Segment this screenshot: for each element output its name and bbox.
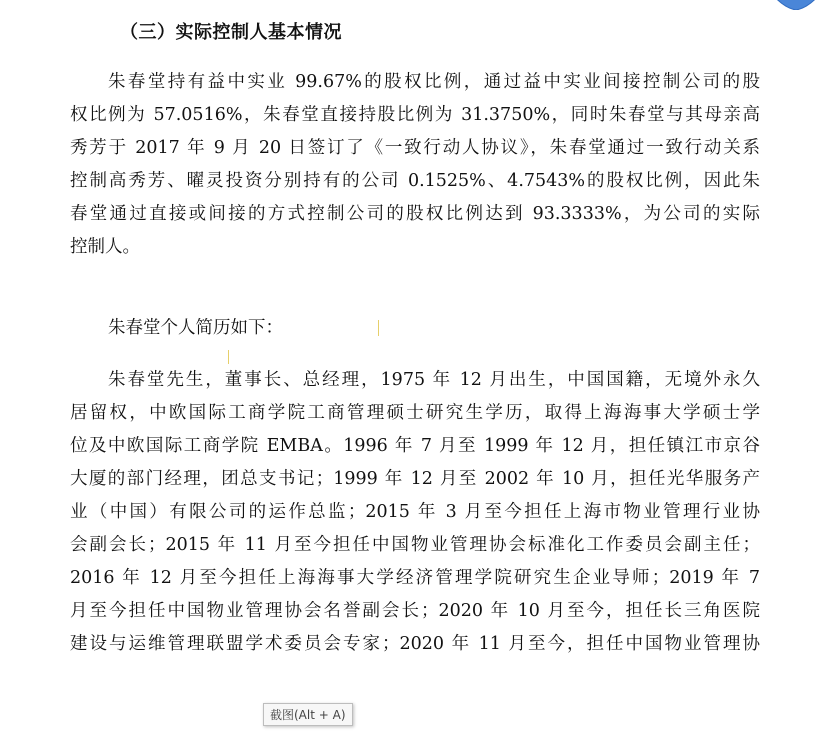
paragraph-line: 朱春堂个人简历如下： (108, 318, 283, 338)
paragraph-resume (70, 364, 760, 661)
text-cursor (378, 320, 379, 336)
section-heading: （三）实际控制人基本情况 (120, 22, 342, 43)
paragraph-line: 朱春堂先生，董事长、总经理，1975 年 12 月出生，中国国籍，无境外永久 (108, 370, 760, 390)
shield-icon[interactable] (768, 0, 824, 10)
paragraph-line: 春堂通过直接或间接的方式控制公司的股权比例达到 93.3333%，为公司的实际 (70, 204, 760, 224)
paragraph-line: 位及中欧国际工商学院 EMBA。1996 年 7 月至 1999 年 12 月，担任镇江市京谷 (70, 436, 760, 456)
paragraph-controller (70, 66, 760, 264)
paragraph-line: 月至今担任中国物业管理协会名誉副会长；2020 年 10 月至今，担任长三角医院 (70, 601, 760, 621)
paragraph-line: 2016 年 12 月至今担任上海海事大学经济管理学院研究生企业导师；2019 年 7 (70, 568, 760, 588)
paragraph-line: 秀芳于 2017 年 9 月 20 日签订了《一致行动人协议》，朱春堂通过一致行动关系 (70, 138, 760, 158)
paragraph-line: 权比例为 57.0516%，朱春堂直接持股比例为 31.3750%，同时朱春堂与其母亲高 (70, 105, 760, 125)
paragraph-line: 大厦的部门经理，团总支书记；1999 年 12 月至 2002 年 10 月，担任光华服务产 (70, 469, 760, 489)
paragraph-line: 会副会长；2015 年 11 月至今担任中国物业管理协会标准化工作委员会副主任； (70, 535, 760, 555)
paragraph-line: 朱春堂持有益中实业 99.67%的股权比例，通过益中实业间接控制公司的股 (108, 72, 760, 92)
paragraph-line: 控制人。 (70, 237, 140, 257)
paragraph-line: 业（中国）有限公司的运作总监；2015 年 3 月至今担任上海市物业管理行业协 (70, 502, 760, 522)
screenshot-tooltip: 截图(Alt + A) (263, 703, 353, 726)
paragraph-line: 建设与运维管理联盟学术委员会专家；2020 年 11 月至今，担任中国物业管理协 (70, 634, 760, 654)
text-cursor (228, 350, 229, 364)
paragraph-line: 控制高秀芳、曜灵投资分别持有的公司 0.1525%、4.7543%的股权比例，因此朱 (70, 171, 760, 191)
paragraph-resume-intro (70, 312, 760, 345)
paragraph-line: 居留权，中欧国际工商学院工商管理硕士研究生学历，取得上海海事大学硕士学 (70, 403, 760, 423)
